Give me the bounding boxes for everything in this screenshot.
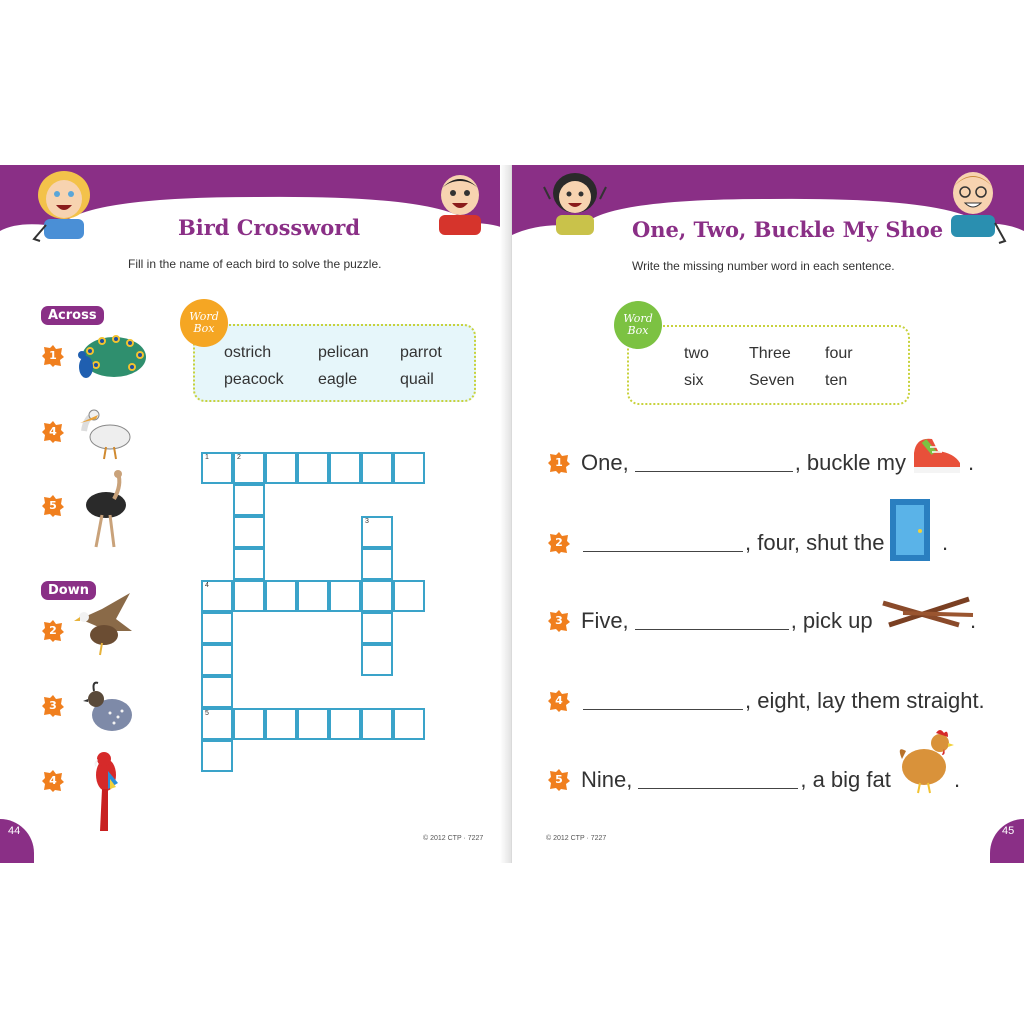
sentence-2: , four, shut the [581,530,884,556]
crossword-cell[interactable] [265,580,297,612]
sentence-number-badge: 1 [548,452,570,474]
word-box-badge: Word Box [614,301,662,349]
sentence-number-badge: 5 [548,769,570,791]
crossword-cell[interactable] [361,708,393,740]
crossword-cell[interactable] [201,644,233,676]
boy-cartoon-icon [425,169,495,239]
across-label: Across [41,306,104,325]
word-box-word: Three [749,345,791,362]
word-box-word: peacock [224,371,284,388]
crossword-cell[interactable] [361,548,393,580]
crossword-cell[interactable] [201,676,233,708]
sentence-number-badge: 2 [548,532,570,554]
crossword-cell[interactable] [329,708,361,740]
crossword-cell[interactable] [393,452,425,484]
answer-blank[interactable] [583,551,743,552]
peacock-icon [72,331,148,387]
sentence-number-badge: 3 [548,610,570,632]
instructions: Write the missing number word in each sentence. [632,259,895,273]
crossword-cell[interactable] [265,452,297,484]
sentence-3-end: . [970,608,977,633]
word-box-word: ten [825,372,848,389]
quail-icon [80,677,138,741]
clue-number-badge: 1 [42,345,64,367]
sentence-5: Nine, , a big fat [581,767,891,792]
word-box-word: parrot [400,344,442,361]
sentence-1: One, , buckle my [581,450,906,475]
crossword-cell[interactable] [329,580,361,612]
crossword-cell[interactable] [201,740,233,772]
crossword-cell[interactable] [233,516,265,548]
ostrich-icon [80,469,132,549]
word-box-word: four [825,345,853,362]
boy-with-glasses-icon [937,167,1009,251]
page-number-corner [990,819,1024,863]
eagle-icon [72,589,136,661]
hen-icon [896,725,956,795]
clue-number-badge: 3 [42,695,64,717]
down-label: Down [41,581,96,600]
shoe-icon [910,433,964,477]
page-number: 44 [8,825,21,837]
clue-number-badge: 4 [42,421,64,443]
pelican-icon [76,405,134,461]
crossword-cell[interactable] [233,708,265,740]
sentence-3: Five, , pick up [581,608,873,633]
crossword-cell[interactable] [201,612,233,644]
girl-cartoon-icon [540,169,610,239]
crossword-cell[interactable] [361,452,393,484]
crossword-cell[interactable]: 3 [361,516,393,548]
crossword-cell[interactable] [233,484,265,516]
crossword-cell[interactable] [265,708,297,740]
answer-blank[interactable] [638,788,798,789]
copyright: © 2012 CTP · 7227 [423,835,484,842]
word-box-word: eagle [318,371,358,388]
page-number-corner [0,819,34,863]
word-box [193,324,476,402]
answer-blank[interactable] [583,709,743,710]
sentence-number-badge: 4 [548,690,570,712]
clue-number-badge: 4 [42,770,64,792]
sentence-4: , eight, lay them straight. [581,688,985,714]
left-page [0,165,512,863]
word-box-word: ostrich [224,344,272,361]
girl-cartoon-icon [30,165,100,251]
crossword-cell[interactable] [297,580,329,612]
crossword-cell[interactable] [233,548,265,580]
page-title: One, Two, Buckle My Shoe [632,217,944,242]
word-box-badge: Word Box [180,299,228,347]
crossword-cell[interactable]: 5 [201,708,233,740]
instructions: Fill in the name of each bird to solve the puzzle. [128,257,382,271]
copyright: © 2012 CTP · 7227 [546,835,607,842]
crossword-cell[interactable] [329,452,361,484]
clue-number-badge: 2 [42,620,64,642]
answer-blank[interactable] [635,471,793,472]
right-page [512,165,1024,863]
clue-number-badge: 5 [42,495,64,517]
crossword-cell[interactable] [393,580,425,612]
crossword-cell[interactable] [297,452,329,484]
word-box-word: six [684,372,704,389]
crossword-cell[interactable] [393,708,425,740]
door-icon [888,497,932,563]
word-box [627,325,910,405]
crossword-cell[interactable] [361,612,393,644]
crossword-cell[interactable] [297,708,329,740]
sentence-1-end: . [968,450,975,475]
word-box-word: pelican [318,344,369,361]
crossword-cell[interactable] [361,644,393,676]
word-box-word: two [684,345,709,362]
crossword-cell[interactable]: 4 [201,580,233,612]
crossword-cell[interactable] [233,580,265,612]
crossword-cell[interactable] [361,580,393,612]
crossword-cell[interactable]: 2 [233,452,265,484]
parrot-icon [86,749,126,833]
page-title: Bird Crossword [178,215,361,240]
page-number: 45 [1002,825,1015,837]
answer-blank[interactable] [635,629,789,630]
crossword-cell[interactable]: 1 [201,452,233,484]
sentence-2-end: . [942,530,949,555]
sticks-icon [879,591,975,631]
sentence-5-end: . [954,767,961,792]
word-box-word: quail [400,371,434,388]
word-box-word: Seven [749,372,795,389]
